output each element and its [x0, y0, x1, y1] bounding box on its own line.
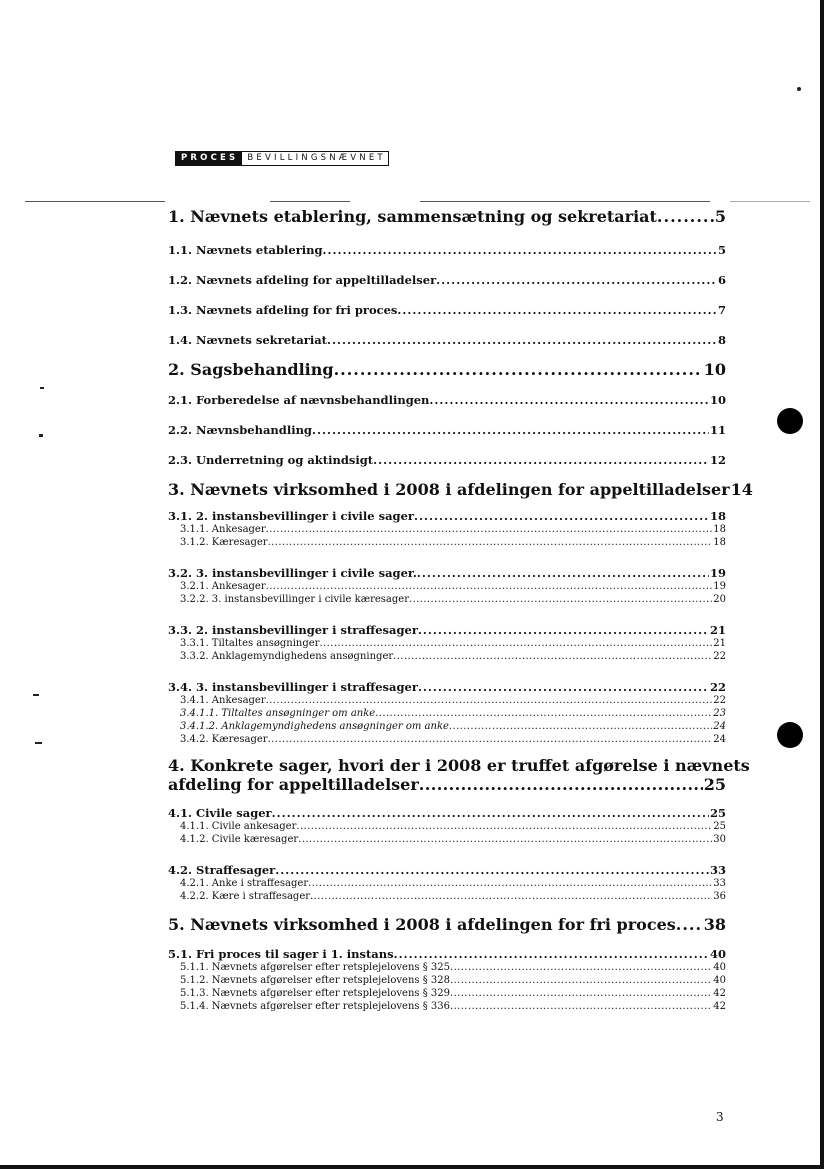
- scan-speck: [39, 434, 43, 437]
- toc-entry-3-3-1[interactable]: 3.3.1. Tiltaltes ansøgninger ..... 21: [168, 637, 726, 650]
- toc-entry-5-1-2[interactable]: 5.1.2. Nævnets afgørelser efter retsplejelovens § 328 ..... 40: [168, 974, 726, 987]
- toc-entry-4-1[interactable]: 4.1. Civile sager ..... 25: [168, 806, 726, 820]
- page-number: 3: [716, 1110, 724, 1124]
- toc-entry-4-1-2[interactable]: 4.1.2. Civile kæresager ..... 30: [168, 833, 726, 846]
- logo-proces: PROCES: [175, 151, 241, 166]
- toc-entry-1-3[interactable]: 1.3. Nævnets afdeling for fri proces ..... 7: [168, 303, 726, 317]
- toc-entry-5-1-1[interactable]: 5.1.1. Nævnets afgørelser efter retsplejelovens § 325 ..... 40: [168, 961, 726, 974]
- header-rule-right: [420, 201, 710, 202]
- toc-entry-1[interactable]: 1. Nævnets etablering, sammensætning og sekretariat ..... 5: [168, 207, 726, 227]
- punch-hole-top: [777, 408, 803, 434]
- toc-entry-3-2[interactable]: 3.2. 3. instansbevillinger i civile sager. ..... 19: [168, 566, 726, 580]
- toc-entry-3-2-2[interactable]: 3.2.2. 3. instansbevillinger i civile kæresager ..... 20: [168, 593, 726, 606]
- toc-entry-3-4-1-2[interactable]: 3.4.1.2. Anklagemyndighedens ansøgninger om anke ..... 24: [168, 720, 726, 733]
- toc-entry-4-2-1[interactable]: 4.2.1. Anke i straffesager ..... 33: [168, 877, 726, 890]
- toc-entry-2-2[interactable]: 2.2. Nævnsbehandling ..... 11: [168, 423, 726, 437]
- toc-entry-3-1[interactable]: 3.1. 2. instansbevillinger i civile sager ..... 18: [168, 509, 726, 523]
- toc-entry-4[interactable]: 4. Konkrete sager, hvori der i 2008 er truffet afgørelse i nævnets afdeling for appeltilladelser ..... 25: [168, 756, 726, 794]
- toc-entry-2-1[interactable]: 2.1. Forberedelse af nævnsbehandlingen ..... 10: [168, 393, 726, 407]
- toc-entry-4-1-1[interactable]: 4.1.1. Civile ankesager ..... 25: [168, 820, 726, 833]
- header-rule-mid: [270, 201, 350, 202]
- toc-entry-5-1-3[interactable]: 5.1.3. Nævnets afgørelser efter retsplejelovens § 329 ..... 42: [168, 987, 726, 1000]
- toc-entry-3-1-1[interactable]: 3.1.1. Ankesager ..... 18: [168, 523, 726, 536]
- table-of-contents: [168, 205, 753, 1013]
- toc-entry-1-4[interactable]: 1.4. Nævnets sekretariat ..... 8: [168, 333, 726, 347]
- toc-entry-2-3[interactable]: 2.3. Underretning og aktindsigt ..... 12: [168, 453, 726, 467]
- scan-speck: [33, 694, 39, 696]
- toc-entry-3[interactable]: 3. Nævnets virksomhed i 2008 i afdelingen for appeltilladelser 14: [168, 480, 753, 499]
- scan-speck: [40, 387, 44, 389]
- toc-entry-3-1-2[interactable]: 3.1.2. Kæresager ..... 18: [168, 536, 726, 549]
- toc-entry-3-2-1[interactable]: 3.2.1. Ankesager ..... 19: [168, 580, 726, 593]
- toc-entry-1-2[interactable]: 1.2. Nævnets afdeling for appeltilladelser ..... 6: [168, 273, 726, 287]
- toc-entry-3-3-2[interactable]: 3.3.2. Anklagemyndighedens ansøgninger ..... 22: [168, 650, 726, 663]
- toc-entry-3-3[interactable]: 3.3. 2. instansbevillinger i straffesager ..... 21: [168, 623, 726, 637]
- scan-speck: [797, 87, 801, 91]
- toc-entry-2[interactable]: 2. Sagsbehandling ..... 10: [168, 360, 726, 380]
- toc-entry-3-4-2[interactable]: 3.4.2. Kæresager ..... 24: [168, 733, 726, 746]
- toc-entry-5-1[interactable]: 5.1. Fri proces til sager i 1. instans ..... 40: [168, 947, 726, 961]
- toc-entry-3-4-1[interactable]: 3.4.1. Ankesager ..... 22: [168, 694, 726, 707]
- toc-entry-3-4-1-1[interactable]: 3.4.1.1. Tiltaltes ansøgninger om anke ..... 23: [168, 707, 726, 720]
- toc-entry-5-1-4[interactable]: 5.1.4. Nævnets afgørelser efter retsplejelovens § 336 ..... 42: [168, 1000, 726, 1013]
- toc-entry-5[interactable]: 5. Nævnets virksomhed i 2008 i afdelingen for fri proces ..... 38: [168, 915, 726, 935]
- toc-entry-3-4[interactable]: 3.4. 3. instansbevillinger i straffesager ..... 22: [168, 680, 726, 694]
- header-logo: [175, 151, 389, 166]
- logo-bevillingsnaevnet: BEVILLINGSNÆVNET: [241, 151, 388, 166]
- scan-speck: [35, 742, 42, 744]
- toc-entry-4-line1: 4. Konkrete sager, hvori der i 2008 er truffet afgørelse i nævnets: [168, 756, 750, 775]
- toc-entry-4-2[interactable]: 4.2. Straffesager ..... 33: [168, 863, 726, 877]
- punch-hole-bottom: [777, 722, 803, 748]
- toc-entry-1-1[interactable]: 1.1. Nævnets etablering ..... 5: [168, 243, 726, 257]
- header-rule-edge: [730, 201, 810, 202]
- toc-entry-4-2-2[interactable]: 4.2.2. Kære i straffesager ..... 36: [168, 890, 726, 903]
- header-rule-left: [25, 201, 165, 202]
